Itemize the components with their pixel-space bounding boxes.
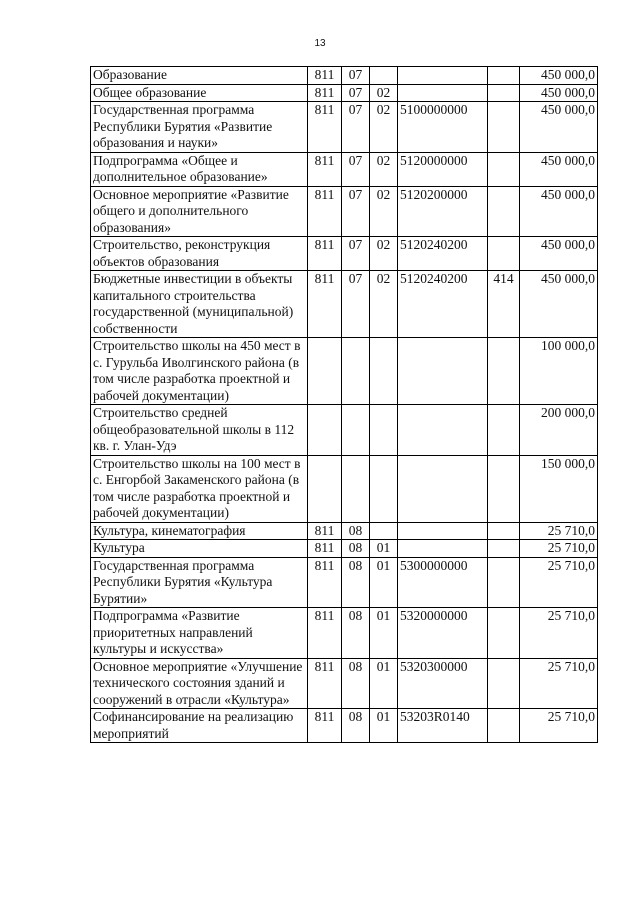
section-code-cell: 08: [342, 557, 370, 608]
expense-type-cell: [488, 84, 520, 102]
ministry-code-cell: 811: [308, 540, 342, 558]
amount-cell: 25 710,0: [520, 540, 598, 558]
ministry-code-cell: [308, 338, 342, 405]
subsection-code-cell: 01: [370, 540, 398, 558]
subsection-code-cell: 01: [370, 709, 398, 743]
amount-cell: 450 000,0: [520, 84, 598, 102]
expense-type-cell: [488, 102, 520, 153]
ministry-code-cell: 811: [308, 186, 342, 237]
target-article-cell: 53203R0140: [398, 709, 488, 743]
table-row: [91, 338, 598, 405]
row-name-cell: Строительство средней общеобразовательной школы в 112 кв. г. Улан-Удэ: [91, 405, 308, 456]
table-row: [91, 540, 598, 558]
expense-type-cell: [488, 540, 520, 558]
subsection-code-cell: [370, 338, 398, 405]
row-name-cell: Софинансирование на реализацию мероприятий: [91, 709, 308, 743]
amount-cell: 200 000,0: [520, 405, 598, 456]
ministry-code-cell: 811: [308, 84, 342, 102]
target-article-cell: 5300000000: [398, 557, 488, 608]
section-code-cell: [342, 405, 370, 456]
expense-type-cell: [488, 237, 520, 271]
amount-cell: 450 000,0: [520, 67, 598, 85]
subsection-code-cell: [370, 405, 398, 456]
row-name-cell: Бюджетные инвестиции в объекты капитального строительства государственной (муниципальной) собственности: [91, 271, 308, 338]
expense-type-cell: [488, 455, 520, 522]
table-row: [91, 84, 598, 102]
target-article-cell: [398, 540, 488, 558]
table-row: [91, 709, 598, 743]
table-row: [91, 405, 598, 456]
subsection-code-cell: 01: [370, 557, 398, 608]
section-code-cell: 07: [342, 237, 370, 271]
expense-type-cell: [488, 522, 520, 540]
ministry-code-cell: 811: [308, 271, 342, 338]
subsection-code-cell: 02: [370, 102, 398, 153]
expense-type-cell: [488, 557, 520, 608]
ministry-code-cell: 811: [308, 152, 342, 186]
row-name-cell: Общее образование: [91, 84, 308, 102]
row-name-cell: Основное мероприятие «Развитие общего и дополнительного образования»: [91, 186, 308, 237]
table-row: [91, 67, 598, 85]
ministry-code-cell: 811: [308, 102, 342, 153]
amount-cell: 450 000,0: [520, 102, 598, 153]
section-code-cell: 07: [342, 67, 370, 85]
amount-cell: 450 000,0: [520, 271, 598, 338]
ministry-code-cell: 811: [308, 522, 342, 540]
ministry-code-cell: [308, 455, 342, 522]
target-article-cell: 5320000000: [398, 608, 488, 659]
subsection-code-cell: 02: [370, 237, 398, 271]
subsection-code-cell: 02: [370, 84, 398, 102]
target-article-cell: [398, 405, 488, 456]
expense-type-cell: [488, 658, 520, 709]
section-code-cell: 08: [342, 709, 370, 743]
expense-type-cell: [488, 152, 520, 186]
section-code-cell: 07: [342, 84, 370, 102]
ministry-code-cell: 811: [308, 557, 342, 608]
target-article-cell: 5120000000: [398, 152, 488, 186]
row-name-cell: Подпрограмма «Развитие приоритетных направлений культуры и искусства»: [91, 608, 308, 659]
row-name-cell: Строительство школы на 450 мест в с. Гурульба Иволгинского района (в том числе разработка проектной и рабочей документации): [91, 338, 308, 405]
target-article-cell: 5100000000: [398, 102, 488, 153]
row-name-cell: Государственная программа Республики Бурятия «Культура Бурятии»: [91, 557, 308, 608]
amount-cell: 450 000,0: [520, 186, 598, 237]
subsection-code-cell: [370, 522, 398, 540]
target-article-cell: [398, 455, 488, 522]
target-article-cell: 5120240200: [398, 237, 488, 271]
amount-cell: 25 710,0: [520, 608, 598, 659]
ministry-code-cell: 811: [308, 608, 342, 659]
section-code-cell: [342, 455, 370, 522]
table-row: [91, 237, 598, 271]
ministry-code-cell: 811: [308, 658, 342, 709]
page-number: 13: [314, 38, 326, 49]
section-code-cell: 07: [342, 271, 370, 338]
table-row: [91, 186, 598, 237]
amount-cell: 25 710,0: [520, 709, 598, 743]
target-article-cell: 5320300000: [398, 658, 488, 709]
row-name-cell: Основное мероприятие «Улучшение технического состояния зданий и сооружений в отрасли «Культура»: [91, 658, 308, 709]
amount-cell: 25 710,0: [520, 658, 598, 709]
section-code-cell: 07: [342, 102, 370, 153]
ministry-code-cell: 811: [308, 237, 342, 271]
section-code-cell: 08: [342, 658, 370, 709]
section-code-cell: 08: [342, 608, 370, 659]
budget-table: [90, 66, 598, 743]
expense-type-cell: [488, 67, 520, 85]
expense-type-cell: [488, 709, 520, 743]
section-code-cell: 08: [342, 540, 370, 558]
section-code-cell: 07: [342, 186, 370, 237]
subsection-code-cell: [370, 455, 398, 522]
subsection-code-cell: 02: [370, 186, 398, 237]
section-code-cell: 08: [342, 522, 370, 540]
row-name-cell: Строительство, реконструкция объектов образования: [91, 237, 308, 271]
row-name-cell: Образование: [91, 67, 308, 85]
expense-type-cell: [488, 405, 520, 456]
table-row: [91, 522, 598, 540]
amount-cell: 25 710,0: [520, 522, 598, 540]
subsection-code-cell: [370, 67, 398, 85]
subsection-code-cell: 01: [370, 658, 398, 709]
target-article-cell: [398, 67, 488, 85]
amount-cell: 100 000,0: [520, 338, 598, 405]
table-row: [91, 102, 598, 153]
expense-type-cell: [488, 186, 520, 237]
table-row: [91, 271, 598, 338]
section-code-cell: 07: [342, 152, 370, 186]
ministry-code-cell: [308, 405, 342, 456]
budget-table-body: [91, 67, 598, 743]
row-name-cell: Строительство школы на 100 мест в с. Енгорбой Закаменского района (в том числе разработка проектной и рабочей документации): [91, 455, 308, 522]
table-row: [91, 152, 598, 186]
subsection-code-cell: 02: [370, 152, 398, 186]
ministry-code-cell: 811: [308, 67, 342, 85]
subsection-code-cell: 02: [370, 271, 398, 338]
section-code-cell: [342, 338, 370, 405]
table-row: [91, 608, 598, 659]
row-name-cell: Культура: [91, 540, 308, 558]
amount-cell: 150 000,0: [520, 455, 598, 522]
ministry-code-cell: 811: [308, 709, 342, 743]
subsection-code-cell: 01: [370, 608, 398, 659]
table-row: [91, 455, 598, 522]
amount-cell: 25 710,0: [520, 557, 598, 608]
table-row: [91, 557, 598, 608]
table-row: [91, 658, 598, 709]
target-article-cell: [398, 338, 488, 405]
target-article-cell: 5120200000: [398, 186, 488, 237]
target-article-cell: [398, 522, 488, 540]
target-article-cell: 5120240200: [398, 271, 488, 338]
expense-type-cell: 414: [488, 271, 520, 338]
amount-cell: 450 000,0: [520, 237, 598, 271]
row-name-cell: Подпрограмма «Общее и дополнительное образование»: [91, 152, 308, 186]
amount-cell: 450 000,0: [520, 152, 598, 186]
row-name-cell: Культура, кинематография: [91, 522, 308, 540]
row-name-cell: Государственная программа Республики Бурятия «Развитие образования и науки»: [91, 102, 308, 153]
expense-type-cell: [488, 608, 520, 659]
target-article-cell: [398, 84, 488, 102]
expense-type-cell: [488, 338, 520, 405]
